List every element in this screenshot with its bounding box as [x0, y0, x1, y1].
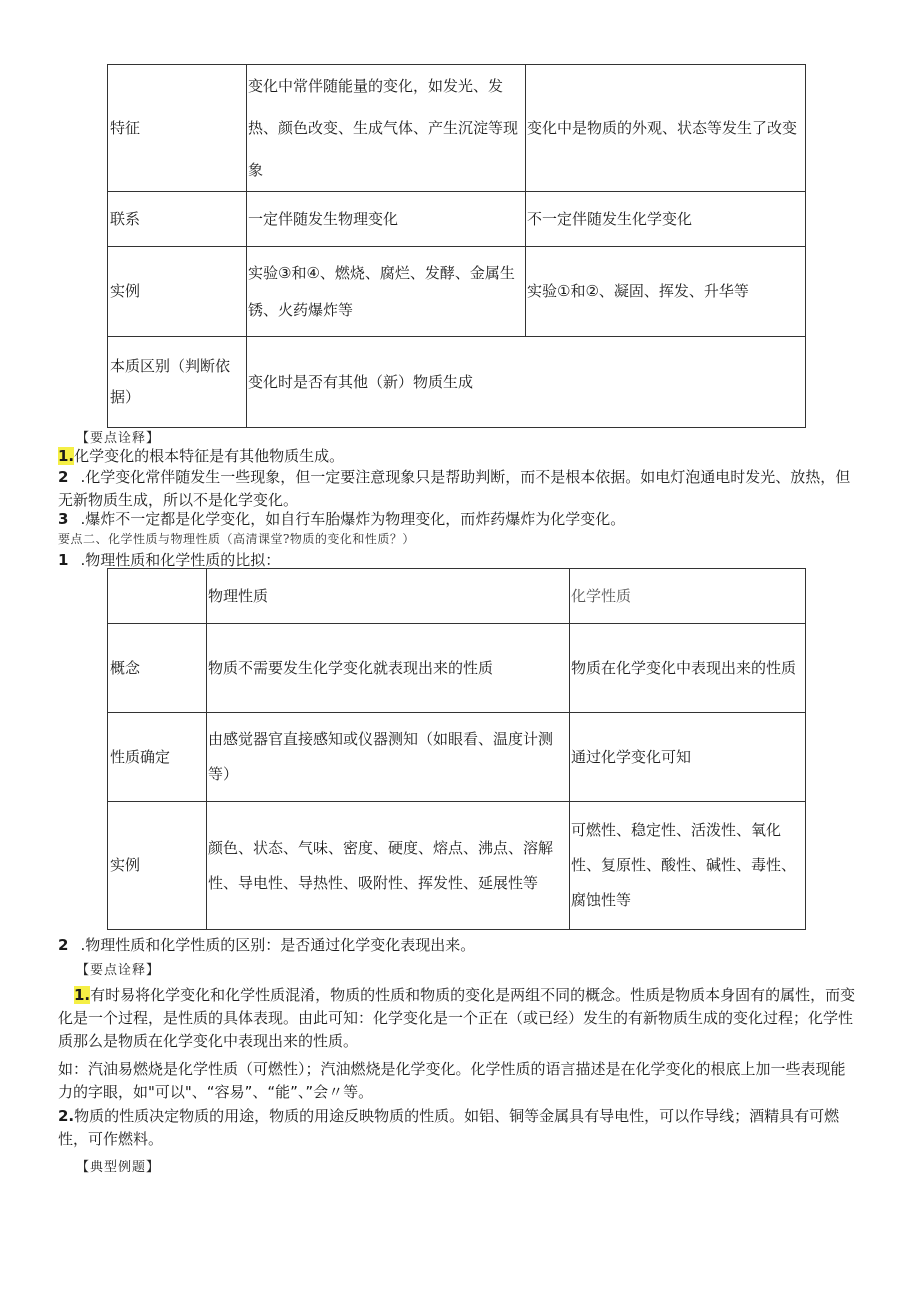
properties-comparison-table	[107, 568, 806, 930]
point-number: 3	[58, 510, 69, 528]
cell-physical: 颜色、状态、气味、密度、硬度、熔点、沸点、溶解性、导电性、导热性、吸附性、挥发性、延展性等	[207, 802, 570, 930]
row-label: 性质确定	[108, 713, 207, 802]
cell-physical: 由感觉器官直接感知或仪器测知（如眼看、温度计测等）	[207, 713, 570, 802]
header-physical: 物理性质	[207, 569, 570, 624]
sub-text: .物理性质和化学性质的区别：是否通过化学变化表现出来。	[80, 936, 476, 954]
sub-number: 2	[58, 936, 69, 954]
cell-chemical: 通过化学变化可知	[570, 713, 806, 802]
cell-physical: 变化中是物质的外观、状态等发生了改变	[526, 65, 806, 192]
explanation-1	[58, 984, 858, 1053]
cell-chemical: 变化中常伴随能量的变化，如发光、发热、颜色改变、生成气体、产生沉淀等现象	[247, 65, 526, 192]
subheading-2	[58, 934, 858, 957]
point-text: 化学变化的根本特征是有其他物质生成。	[74, 447, 345, 465]
explanation-example: 如：汽油易燃烧是化学性质（可燃性）；汽油燃烧是化学变化。化学性质的语言描述是在化学变化的根底上加一些表现能力的字眼，如"可以"、“容易”、“能”、”会〃等。	[58, 1060, 846, 1101]
sub-number: 1	[58, 551, 69, 569]
key-point-3	[58, 508, 858, 531]
changes-comparison-table	[107, 64, 806, 428]
table-row	[108, 65, 806, 192]
table-row	[108, 713, 806, 802]
cell-chemical: 一定伴随发生物理变化	[247, 192, 526, 247]
point-text: .爆炸不一定都是化学变化，如自行车胎爆炸为物理变化，而炸药爆炸为化学变化。	[80, 510, 626, 528]
cell-chemical: 实验③和④、燃烧、腐烂、发酵、金属生锈、火药爆炸等	[247, 247, 526, 337]
point-number: 1.	[74, 986, 91, 1004]
table-row	[108, 624, 806, 713]
table-row	[108, 192, 806, 247]
row-label: 本质区别（判断依据）	[108, 337, 247, 428]
table-row	[108, 337, 806, 428]
table-header-row	[108, 569, 806, 624]
key-points-heading: 【要点诠释】	[76, 431, 161, 446]
cell-chemical: 可燃性、稳定性、活泼性、氧化性、复原性、酸性、碱性、毒性、腐蚀性等	[570, 802, 806, 930]
point-text: 物质的性质决定物质的用途，物质的用途反映物质的性质。如铝、铜等金属具有导电性，可以作导线；酒精具有可燃性，可作燃料。	[58, 1107, 840, 1148]
cell-physical: 物质不需要发生化学变化就表现出来的性质	[207, 624, 570, 713]
table-row	[108, 802, 806, 930]
row-label: 特征	[108, 65, 247, 192]
typical-examples-heading: 【典型例题】	[76, 1160, 161, 1175]
row-label: 概念	[108, 624, 207, 713]
row-label: 实例	[108, 802, 207, 930]
header-empty	[108, 569, 207, 624]
essential-difference: 变化时是否有其他（新）物质生成	[247, 337, 806, 428]
section-title: 要点二、化学性质与物理性质（高清课堂?物质的变化和性质？）	[58, 532, 415, 546]
key-points-heading-2: 【要点诠释】	[76, 963, 161, 978]
cell-chemical: 物质在化学变化中表现出来的性质	[570, 624, 806, 713]
table-row	[108, 247, 806, 337]
point-number: 2	[58, 468, 69, 486]
explanation-2	[58, 1105, 858, 1151]
header-chemical: 化学性质	[570, 569, 806, 624]
point-number: 2.	[58, 1107, 75, 1125]
row-label: 联系	[108, 192, 247, 247]
cell-physical: 不一定伴随发生化学变化	[526, 192, 806, 247]
point-number: 1.	[58, 447, 75, 465]
cell-physical: 实验①和②、凝固、挥发、升华等	[526, 247, 806, 337]
key-point-2	[58, 466, 858, 512]
point-text: .化学变化常伴随发生一些现象，但一定要注意现象只是帮助判断，而不是根本依据。如电灯泡通电时发光、放热，但无新物质生成，所以不是化学变化。	[58, 468, 851, 509]
row-label: 实例	[108, 247, 247, 337]
key-point-1	[58, 445, 858, 468]
sub-text: .物理性质和化学性质的比拟：	[80, 551, 281, 569]
point-text: 有时易将化学变化和化学性质混淆，物质的性质和物质的变化是两组不同的概念。性质是物质本身固有的属性，而变化是一个过程，是性质的具体表现。由此可知：化学变化是一个正在（或已经）发生的有新物质生成的变化过程；化学性质那么是物质在化学变化中表现出来的性质。	[58, 986, 856, 1050]
